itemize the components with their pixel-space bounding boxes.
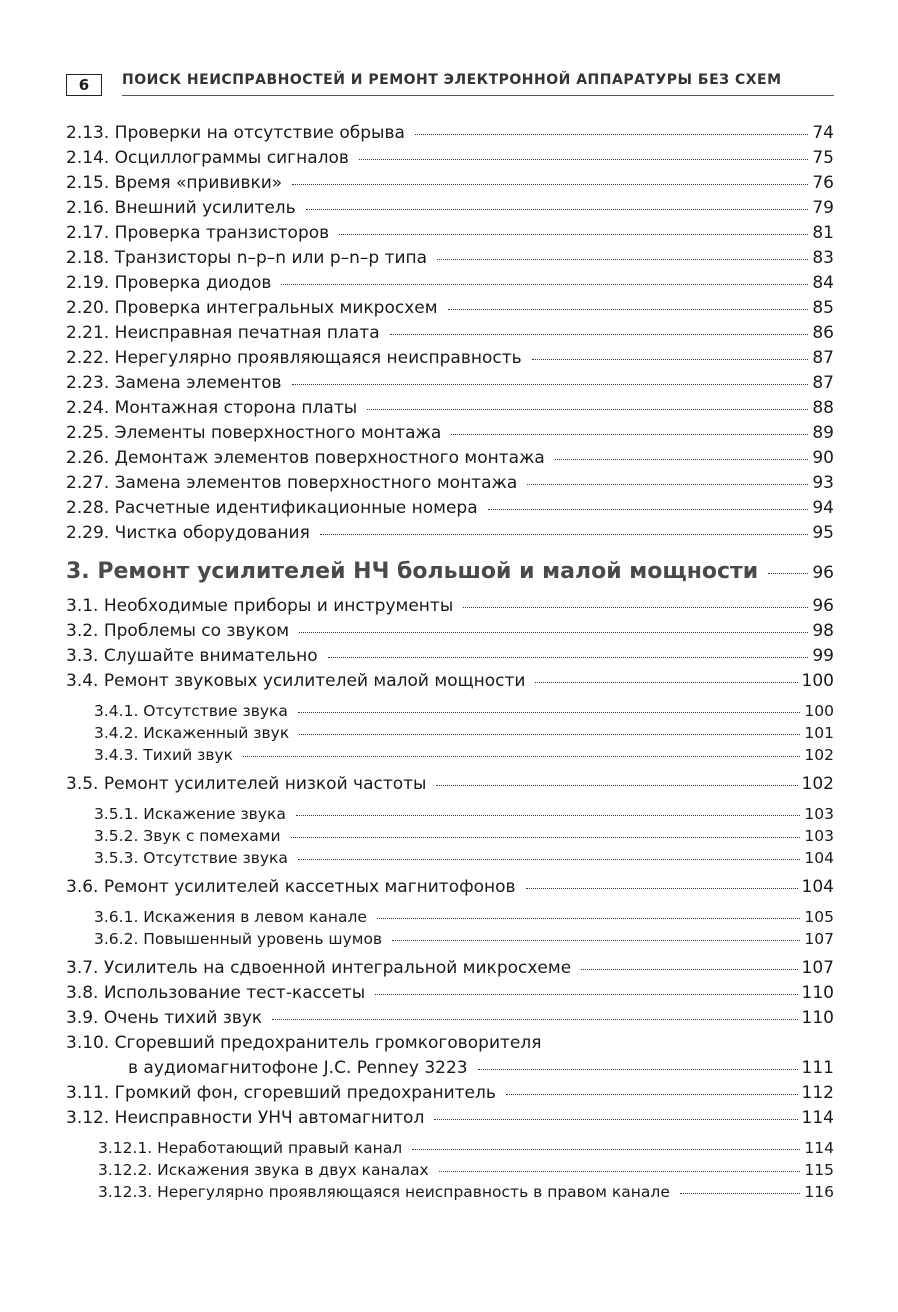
toc-entry: 2.15. Время «прививки» 76	[66, 173, 834, 193]
toc-subentry: 3.5.1. Искажение звука 103	[94, 805, 834, 823]
toc-subentry: 3.6.1. Искажения в левом канале 105	[94, 908, 834, 926]
toc-entry: 3.8. Использование тест-кассеты 110	[66, 983, 834, 1003]
toc-subentry: 3.12.1. Неработающий правый канал 114	[98, 1139, 834, 1157]
toc-entry: 2.29. Чистка оборудования 95	[66, 523, 834, 543]
toc-entry: 2.13. Проверки на отсутствие обрыва 74	[66, 123, 834, 143]
toc-entry: 3.10. Сгоревший предохранитель громкоговорителя	[66, 1033, 542, 1053]
toc-entry: 2.23. Замена элементов 87	[66, 373, 834, 393]
toc-subentry: 3.4.3. Тихий звук 102	[94, 746, 834, 764]
toc-entry-continuation: в аудиомагнитофоне J.C. Penney 3223 111	[128, 1058, 834, 1078]
toc-entry: 2.14. Осциллограммы сигналов 75	[66, 148, 834, 168]
toc-subentry: 3.4.1. Отсутствие звука 100	[94, 702, 834, 720]
toc-entry: 3.1. Необходимые приборы и инструменты 96	[66, 596, 834, 616]
toc-entry: 2.26. Демонтаж элементов поверхностного монтажа 90	[66, 448, 834, 468]
toc-entry: 2.27. Замена элементов поверхностного монтажа 93	[66, 473, 834, 493]
page-number: 6	[66, 74, 102, 96]
toc-entry: 2.24. Монтажная сторона платы 88	[66, 398, 834, 418]
toc-entry: 2.17. Проверка транзисторов 81	[66, 223, 834, 243]
toc-entry: 3.12. Неисправности УНЧ автомагнитол 114	[66, 1108, 834, 1128]
toc-entry: 3.7. Усилитель на сдвоенной интегральной микросхеме 107	[66, 958, 834, 978]
toc-entry: 2.19. Проверка диодов 84	[66, 273, 834, 293]
toc-entry: 2.28. Расчетные идентификационные номера 94	[66, 498, 834, 518]
toc-entry: 3.11. Громкий фон, сгоревший предохранитель 112	[66, 1083, 834, 1103]
toc-entry: 3.5. Ремонт усилителей низкой частоты 102	[66, 774, 834, 794]
toc-entry: 3.9. Очень тихий звук 110	[66, 1008, 834, 1028]
toc-entry: 3.3. Слушайте внимательно 99	[66, 646, 834, 666]
toc-subentry: 3.5.3. Отсутствие звука 104	[94, 849, 834, 867]
toc-entry: 3.2. Проблемы со звуком 98	[66, 621, 834, 641]
toc-entry: 3.6. Ремонт усилителей кассетных магнитофонов 104	[66, 877, 834, 897]
toc-subentry: 3.6.2. Повышенный уровень шумов 107	[94, 930, 834, 948]
toc-subentry: 3.5.2. Звук с помехами 103	[94, 827, 834, 845]
running-title: ПОИСК НЕИСПРАВНОСТЕЙ И РЕМОНТ ЭЛЕКТРОННОЙ АППАРАТУРЫ БЕЗ СХЕМ	[122, 72, 782, 88]
toc-subentry: 3.12.2. Искажения звука в двух каналах 115	[98, 1161, 834, 1179]
toc-subentry: 3.4.2. Искаженный звук 101	[94, 724, 834, 742]
toc-entry: 2.21. Неисправная печатная плата 86	[66, 323, 834, 343]
toc-entry: 2.22. Нерегулярно проявляющаяся неисправность 87	[66, 348, 834, 368]
toc-chapter-heading: 3. Ремонт усилителей НЧ большой и малой мощности 96	[66, 559, 834, 584]
toc-entry: 2.18. Транзисторы n–p–n или p–n–p типа 83	[66, 248, 834, 268]
running-header	[66, 70, 834, 100]
toc-entry: 3.4. Ремонт звуковых усилителей малой мощности 100	[66, 671, 834, 691]
toc-subentry: 3.12.3. Нерегулярно проявляющаяся неисправность в правом канале 116	[98, 1183, 834, 1201]
header-rule	[122, 95, 834, 96]
toc-entry: 2.20. Проверка интегральных микросхем 85	[66, 298, 834, 318]
toc-entry: 2.25. Элементы поверхностного монтажа 89	[66, 423, 834, 443]
toc-entry: 2.16. Внешний усилитель 79	[66, 198, 834, 218]
